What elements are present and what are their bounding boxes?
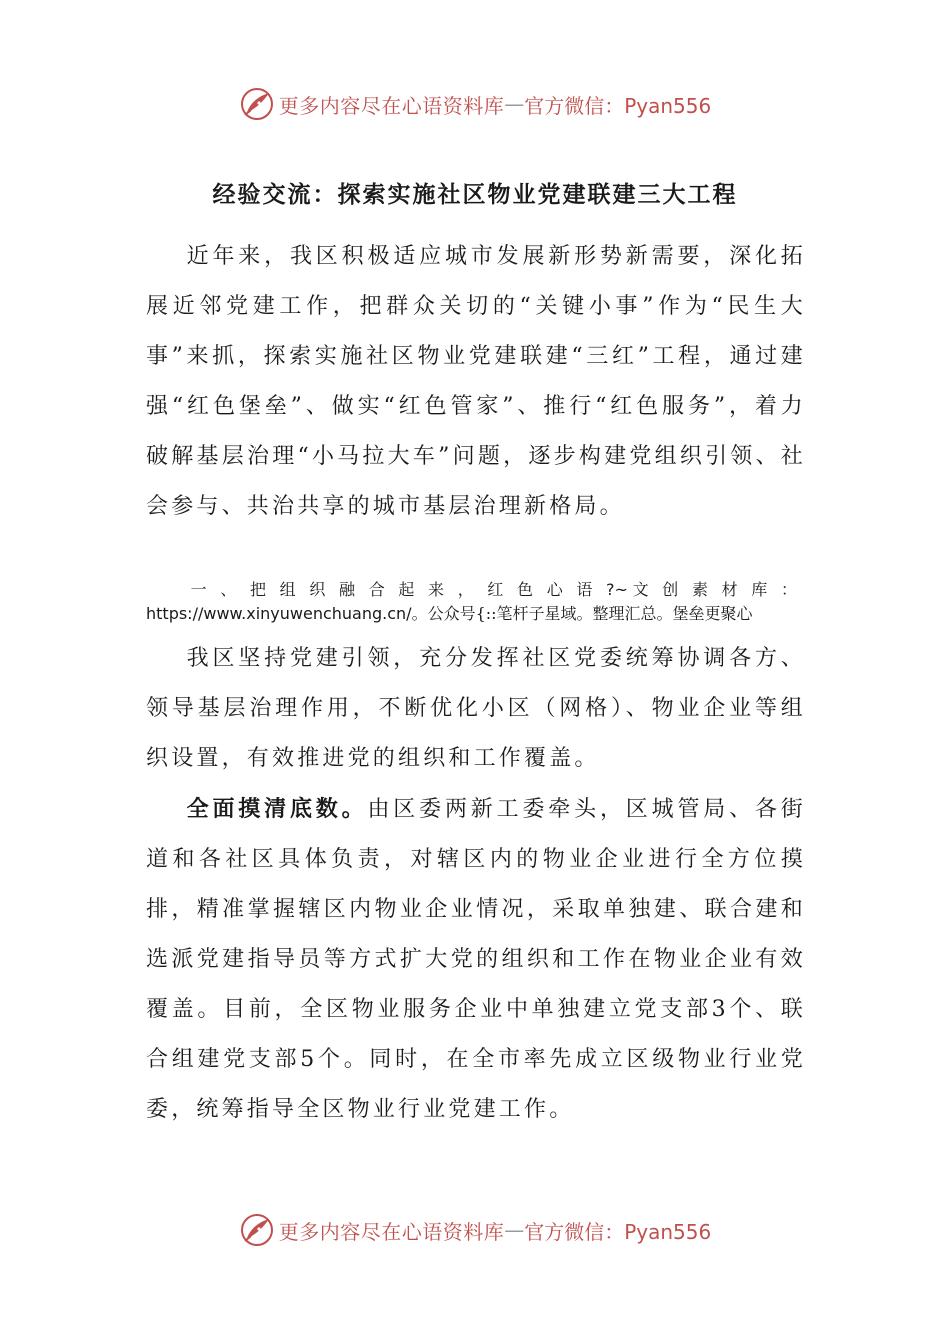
org-text: 我区坚持党建引领，充分发挥社区党委统筹协调各方、领导基层治理作用，不断优化小区（网格）、物业企业等组织设置，有效推进党的组织和工作覆盖。 (146, 646, 806, 771)
org-paragraph (146, 634, 806, 784)
footer-wechat: 官方微信：Pyan556 (524, 1219, 712, 1244)
footer-separator: — (504, 1218, 525, 1242)
section-heading-part3: 文创素材库： (627, 580, 806, 599)
footer-site-name: 更多内容尽在心语资料库 (278, 1219, 505, 1244)
full-coverage-body: 由区委两新工委牵头，区城管局、各街道和各社区具体负责，对辖区内的物业企业进行全方位摸排，精准掌握辖区内物业企业情况，采取单独建、联合建和选派党建指导员等方式扩大党的组织和工作在物业企业有效覆盖。目前，全区物业服务企业中单独建立党支部3个、联合组建党支部5个。同时，在全市率先成立区级物业行业党委，统筹指导全区物业行业党建工作。 (146, 797, 806, 1122)
section-heading-part1: 一、把组织融合起来，红色心语 (186, 580, 607, 599)
banner-wechat: 官方微信：Pyan556 (524, 93, 712, 118)
banner-separator: — (504, 92, 525, 116)
full-coverage-paragraph (146, 784, 806, 1135)
pen-nib-logo-icon (239, 86, 275, 122)
intro-text: 近年来，我区积极适应城市发展新形势新需要，深化拓展近邻党建工作，把群众关切的“关键小事”作为“民生大事”来抓，探索实施社区物业党建联建“三红”工程，通过建强“红色堡垒”、做实“红色管家”、推行“红色服务”，着力破解基层治理“小马拉大车”问题，逐步构建党组织引领、社会参与、共治共享的城市基层治理新格局。 (146, 244, 806, 519)
full-coverage-lead: 全面摸清底数。 (186, 796, 368, 822)
header-banner (0, 84, 950, 124)
intro-paragraph (146, 232, 806, 532)
banner-site-name: 更多内容尽在心语资料库 (278, 93, 505, 118)
pen-nib-logo-icon (239, 1212, 275, 1248)
section-heading-part5: 。公众号{::笔杆子星域。整理汇总。堡垒更聚心 (411, 604, 753, 623)
section-heading (146, 578, 806, 626)
section-heading-part2: ?~ (606, 580, 628, 599)
section-heading-url: https://www.xinyuwenchuang.cn/ (146, 604, 412, 623)
document-title: 经验交流：探索实施社区物业党建联建三大工程 (212, 181, 738, 208)
footer-banner (0, 1210, 950, 1250)
